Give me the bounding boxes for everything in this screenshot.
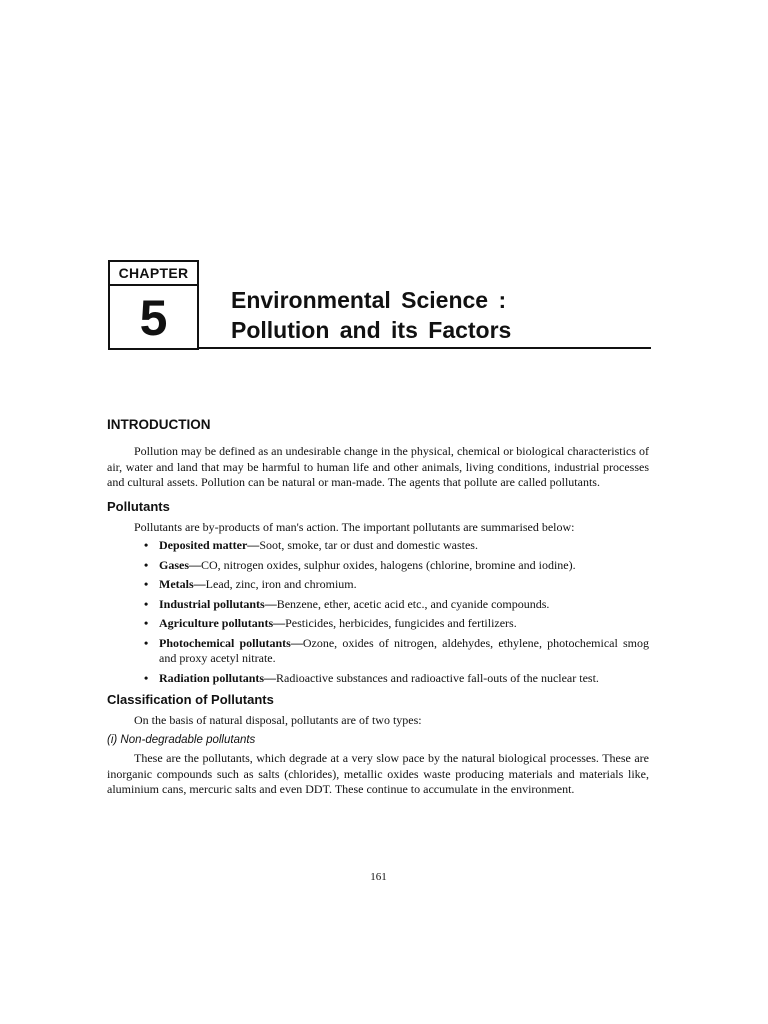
main-content — [107, 416, 649, 798]
list-item-text: CO, nitrogen oxides, sulphur oxides, halogens (chlorine, bromine and iodine). — [201, 557, 576, 572]
list-item-term: Industrial pollutants— — [159, 596, 277, 611]
pollutants-heading: Pollutants — [107, 498, 170, 514]
non-degradable-paragraph: These are the pollutants, which degrade at a very slow pace by the natural biological processes. These are inorganic compounds such as salts (chlorides), metallic oxides waste producing materials and materials like, aluminium cans, mercuric salts and even DDT. These continue to accumulate in the environment. — [107, 750, 649, 797]
list-item-term: Metals— — [159, 577, 206, 592]
list-item-text: Benzene, ether, acetic acid etc., and cyanide compounds. — [276, 596, 550, 611]
list-item — [144, 636, 649, 667]
page-number: 161 — [370, 871, 387, 883]
list-item-term: Deposited matter— — [159, 538, 260, 553]
pollutants-paragraph: Pollutants are by-products of man's action. The important pollutants are summarised below: — [134, 519, 575, 534]
list-item — [144, 597, 649, 613]
title-rule — [197, 347, 651, 349]
list-item-term: Agriculture pollutants— — [159, 616, 286, 631]
chapter-title-line2: Pollution and its Factors — [231, 317, 512, 343]
pollutants-list — [107, 538, 649, 686]
introduction-paragraph: Pollution may be defined as an undesirable change in the physical, chemical or biological characteristics of air, water and land that may be harmful to human life and other animals, living conditions, industrial processes and cultural assets. Pollution can be natural or man-made. The agents that pollute are called pollutants. — [107, 444, 649, 490]
chapter-box — [108, 260, 199, 350]
list-item — [144, 577, 649, 593]
list-item — [144, 558, 649, 574]
list-item-text: Radioactive substances and radioactive fall-outs of the nuclear test. — [276, 670, 599, 685]
bullet-icon: • — [144, 577, 149, 592]
list-item-term: Photochemical pollutants— — [159, 635, 303, 650]
list-item — [144, 538, 649, 554]
list-item-text: Soot, smoke, tar or dust and domestic wastes. — [259, 538, 478, 553]
chapter-number: 5 — [139, 290, 168, 346]
list-item-term: Gases— — [159, 557, 201, 572]
list-item-text: Pesticides, herbicides, fungicides and fertilizers. — [285, 616, 517, 631]
introduction-heading: INTRODUCTION — [107, 417, 211, 432]
classification-heading: Classification of Pollutants — [107, 692, 274, 708]
list-item-text: Lead, zinc, iron and chromium. — [205, 577, 357, 592]
chapter-title-line1: Environmental Science : — [231, 287, 507, 313]
chapter-label: CHAPTER — [110, 262, 197, 286]
bullet-icon: • — [144, 538, 149, 553]
bullet-icon: • — [144, 616, 149, 631]
bullet-icon: • — [144, 670, 149, 685]
list-item-term: Radiation pollutants— — [159, 670, 277, 685]
bullet-icon: • — [144, 596, 149, 611]
non-degradable-heading: (i) Non-degradable pollutants — [107, 733, 256, 746]
bullet-icon: • — [144, 635, 149, 650]
bullet-icon: • — [144, 557, 149, 572]
list-item — [144, 671, 649, 687]
classification-paragraph: On the basis of natural disposal, pollutants are of two types: — [134, 713, 422, 728]
list-item — [144, 616, 649, 632]
list-item-text: Ozone, oxides of nitrogen, aldehydes, ethylene, photochemical smog and proxy acetyl nitrate. — [159, 635, 649, 666]
chapter-title — [231, 285, 651, 345]
